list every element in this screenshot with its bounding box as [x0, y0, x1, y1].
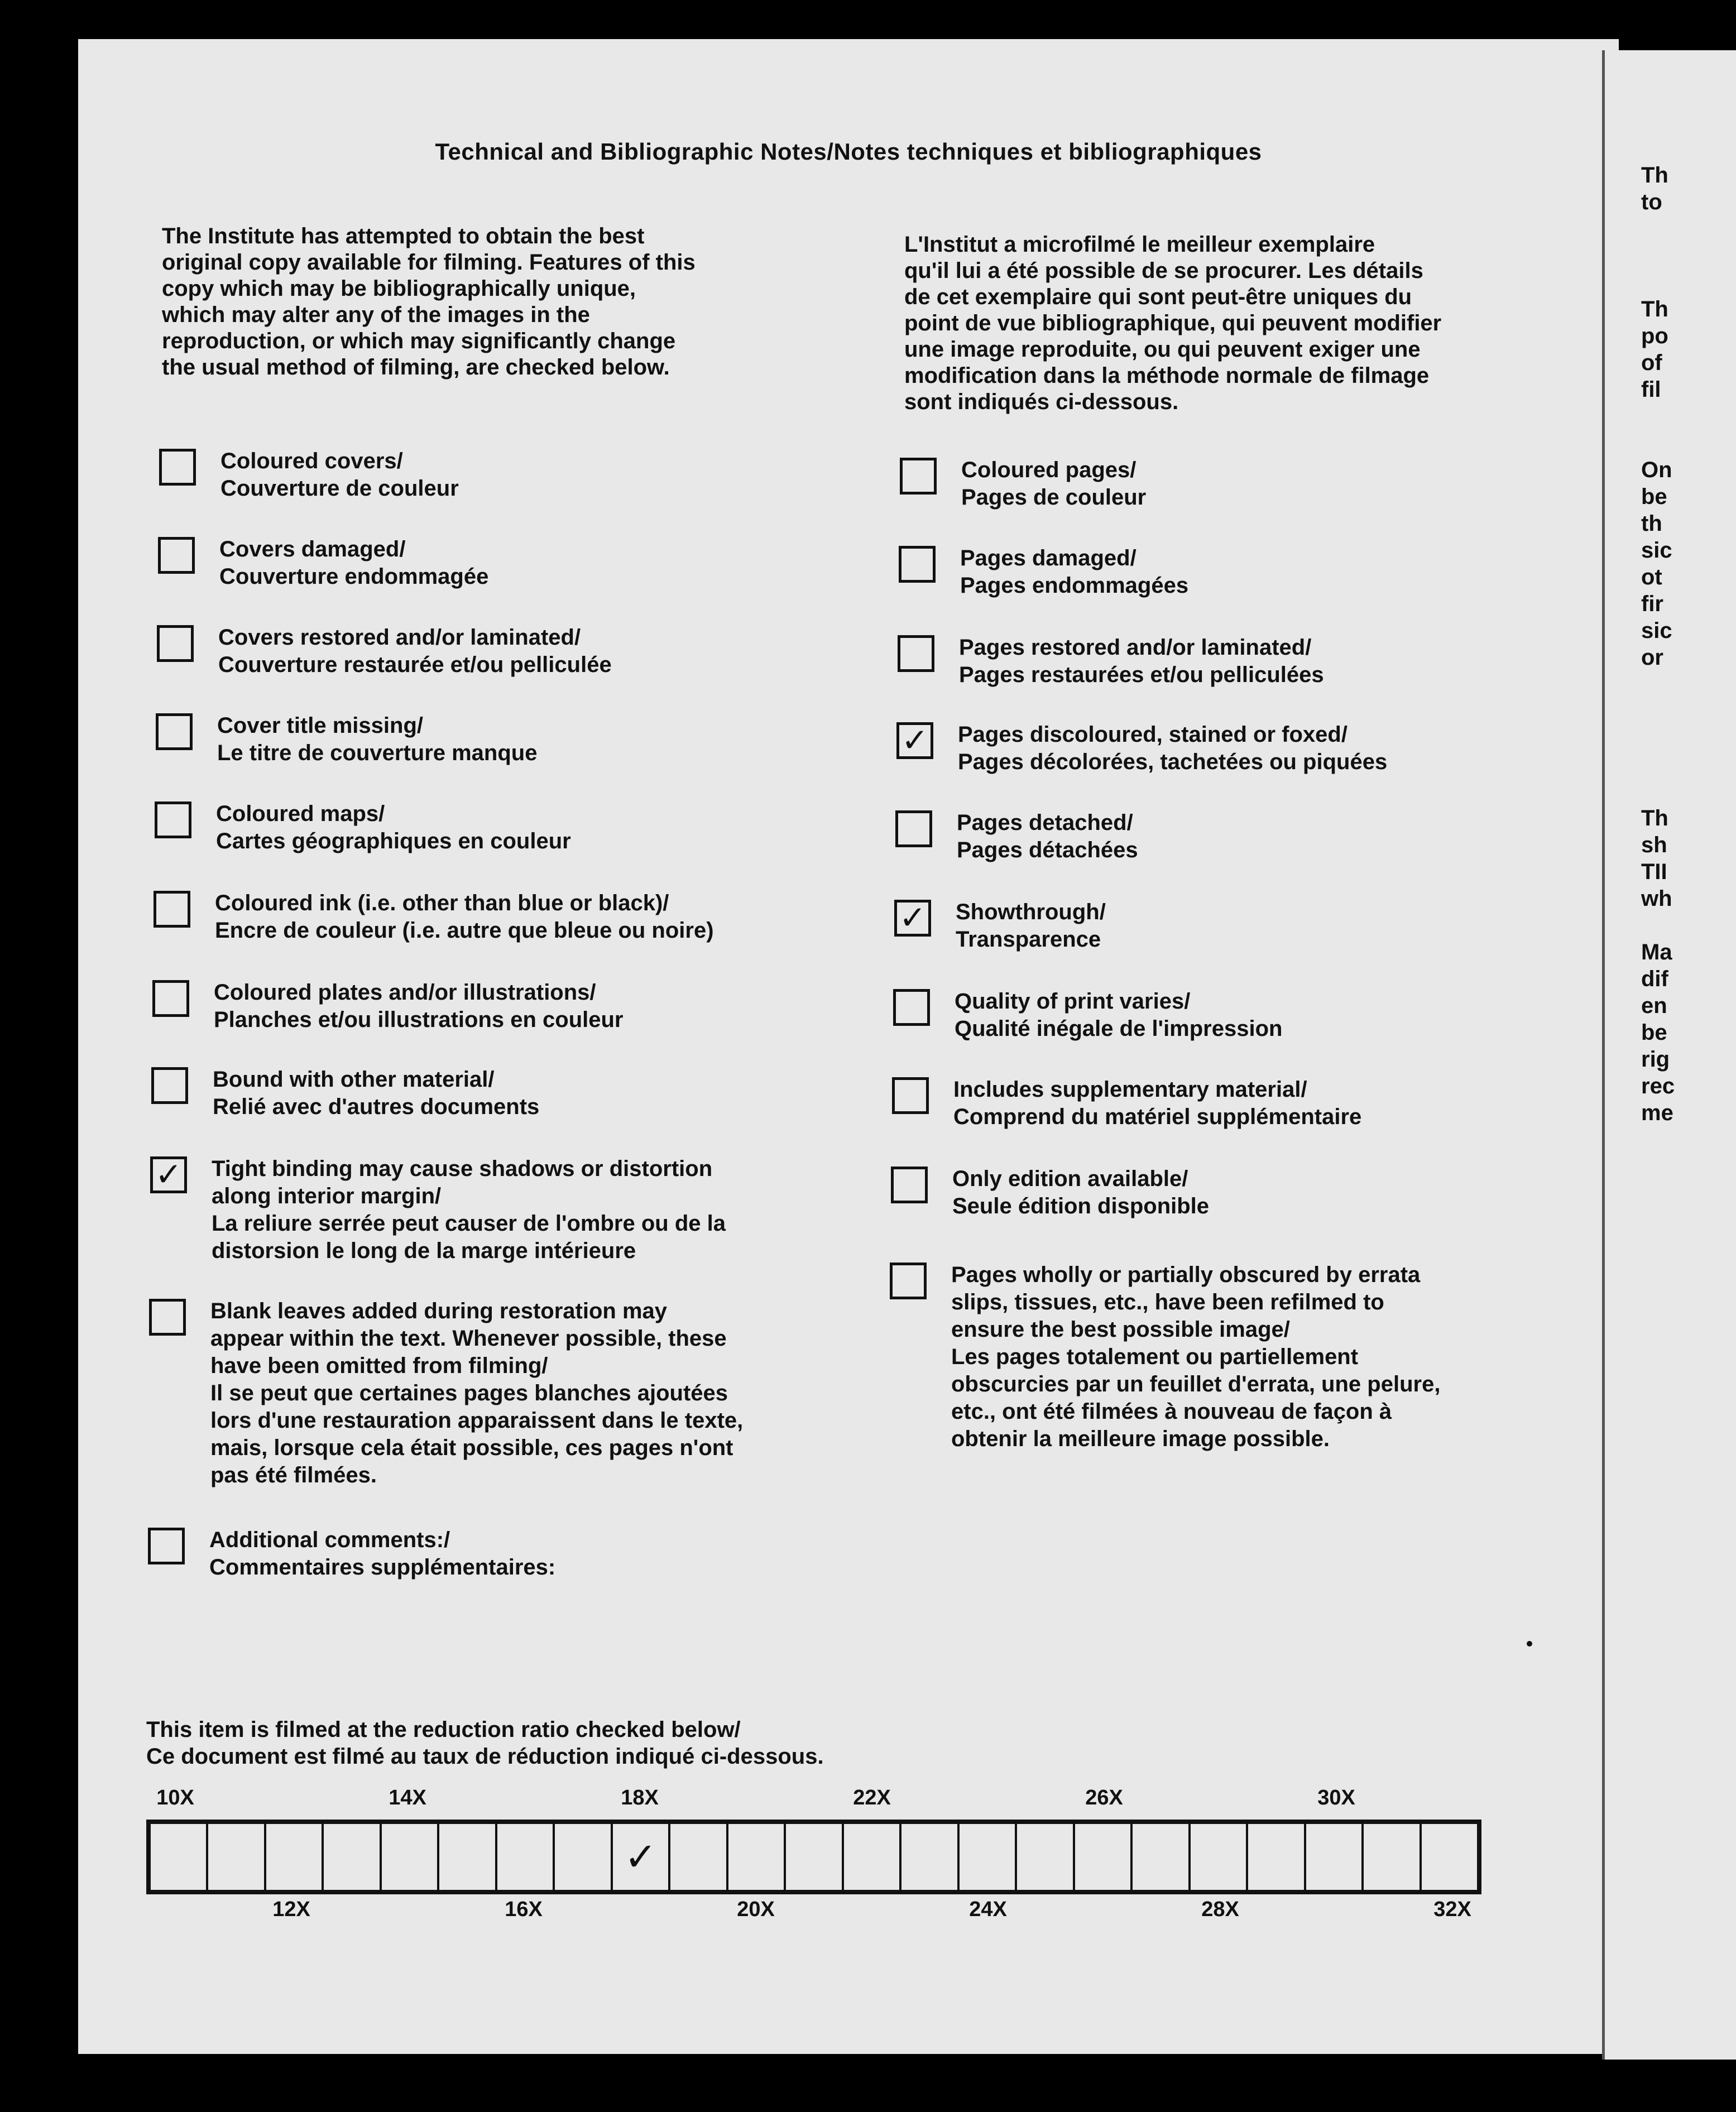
- next-page-fragment: [1602, 751, 1672, 778]
- checklist-label-line: Bound with other material/: [213, 1067, 495, 1092]
- next-page-fragment: to: [1641, 190, 1662, 214]
- checklist-label-line: Pages detached/: [957, 810, 1133, 835]
- intro-line: sont indiqués ci-dessous.: [904, 390, 1179, 414]
- ratio-cell[interactable]: [1364, 1824, 1421, 1890]
- checkbox[interactable]: [148, 1528, 185, 1564]
- ratio-cell[interactable]: [960, 1824, 1017, 1890]
- checkbox[interactable]: [900, 458, 937, 495]
- ratio-cell[interactable]: [151, 1824, 208, 1890]
- next-page-fragment: sh: [1641, 833, 1667, 857]
- checklist-item-label: [957, 809, 1138, 864]
- ratio-label: 18X: [621, 1786, 659, 1809]
- next-page-fragment: [1602, 430, 1672, 457]
- ratio-cell[interactable]: [1422, 1824, 1477, 1890]
- next-page-text-fragments: [1602, 162, 1675, 1126]
- checkbox[interactable]: [891, 1167, 928, 1203]
- next-page-fragment: Ma: [1641, 940, 1672, 964]
- ratio-cell[interactable]: [613, 1824, 670, 1890]
- checklist-item-label: [213, 1066, 539, 1121]
- checklist-item-label: [209, 1527, 555, 1581]
- checkbox[interactable]: [151, 1067, 188, 1104]
- checklist-label-line: Coloured plates and/or illustrations/: [214, 980, 596, 1005]
- reduction-ratio-note: [146, 1716, 824, 1770]
- ratio-label: 20X: [737, 1898, 775, 1921]
- checklist-label-line: Les pages totalement ou partiellement: [951, 1345, 1359, 1369]
- checklist-label-line: Pages wholly or partially obscured by errata: [951, 1263, 1421, 1287]
- intro-line: L'Institut a microfilmé le meilleur exemplaire: [904, 232, 1375, 257]
- next-page-fragment: TII: [1641, 860, 1667, 884]
- ratio-label: 28X: [1201, 1898, 1239, 1921]
- intro-line: qu'il lui a été possible de se procurer. Les détails: [904, 258, 1423, 283]
- ratio-label: 22X: [853, 1786, 891, 1809]
- next-page-fragment: [1602, 215, 1672, 242]
- ratio-cell[interactable]: [1306, 1824, 1364, 1890]
- checklist-label-line: Blank leaves added during restoration may: [210, 1299, 668, 1323]
- ratio-cell[interactable]: [1248, 1824, 1306, 1890]
- checklist-label-line: Pages détachées: [957, 838, 1138, 862]
- intro-line: which may alter any of the images in the: [162, 303, 590, 327]
- ratio-label: 24X: [969, 1898, 1007, 1921]
- next-page-fragment: rig: [1641, 1047, 1670, 1072]
- next-page-fragment: [1602, 242, 1672, 269]
- next-page-fragment: fil: [1641, 377, 1661, 402]
- checklist-label-line: Coloured maps/: [216, 801, 385, 826]
- reduction-labels-top: [78, 1786, 1619, 1814]
- ratio-cell[interactable]: [1191, 1824, 1248, 1890]
- ratio-cell[interactable]: [324, 1824, 381, 1890]
- checklist-label-line: Pages décolorées, tachetées ou piquées: [958, 750, 1388, 774]
- reduction-note-line: Ce document est filmé au taux de réduction indiqué ci-dessous.: [146, 1744, 824, 1769]
- checklist-label-line: Seule édition disponible: [952, 1194, 1210, 1218]
- checklist-item-label: [220, 448, 459, 502]
- page-title: Technical and Bibliographic Notes/Notes techniques et bibliographiques: [435, 138, 1262, 165]
- checklist-item-label: [217, 712, 537, 767]
- checkbox[interactable]: [895, 810, 932, 847]
- checklist-label-line: Couverture endommagée: [219, 564, 489, 589]
- checklist-item-label: [953, 1076, 1361, 1131]
- checklist-label-line: have been omitted from filming/: [210, 1353, 548, 1378]
- checkbox[interactable]: [155, 801, 191, 838]
- checkbox[interactable]: [893, 989, 930, 1026]
- checkbox[interactable]: [149, 1299, 186, 1336]
- next-page-fragment: [1602, 269, 1672, 296]
- checklist-label-line: Transparence: [956, 927, 1101, 952]
- checkbox-checked[interactable]: [894, 900, 931, 937]
- ratio-label: 26X: [1085, 1786, 1123, 1809]
- checkbox-checked[interactable]: [896, 722, 933, 759]
- checkbox[interactable]: [154, 891, 190, 928]
- checklist-label-line: mais, lorsque cela était possible, ces pages n'ont: [210, 1436, 733, 1460]
- checklist-item-label: [214, 979, 624, 1034]
- next-page-fragment: me: [1641, 1101, 1673, 1125]
- intro-line: modification dans la méthode normale de filmage: [904, 363, 1430, 388]
- checklist-label-line: slips, tissues, etc., have been refilmed to: [951, 1290, 1384, 1314]
- ratio-cell[interactable]: [497, 1824, 555, 1890]
- checkmark-icon: ✓: [155, 1156, 183, 1193]
- ratio-cell[interactable]: [728, 1824, 786, 1890]
- checklist-label-line: Encre de couleur (i.e. autre que bleue ou noire): [215, 918, 714, 943]
- checklist-label-line: obscurcies par un feuillet d'errata, une pelure,: [951, 1372, 1441, 1396]
- checklist-label-line: distorsion le long de la marge intérieure: [212, 1239, 636, 1263]
- checklist-item-label: [216, 800, 571, 855]
- speck: [1527, 1641, 1532, 1647]
- checklist-label-line: Coloured covers/: [220, 449, 403, 473]
- checklist-item-label: [958, 721, 1387, 776]
- checklist-item-label: [960, 545, 1188, 599]
- intro-line: The Institute has attempted to obtain the best: [162, 224, 645, 248]
- next-page-fragment: Th: [1641, 163, 1668, 188]
- ratio-label: 30X: [1317, 1786, 1355, 1809]
- checklist-item-label: [210, 1298, 743, 1489]
- ratio-cell[interactable]: [208, 1824, 266, 1890]
- checkmark-icon: ✓: [901, 722, 929, 759]
- ratio-cell[interactable]: [1075, 1824, 1133, 1890]
- next-page-fragment: or: [1641, 645, 1663, 670]
- checklist-label-line: Relié avec d'autres documents: [213, 1095, 540, 1119]
- checklist-item-label: [212, 1155, 726, 1265]
- ratio-cell[interactable]: [266, 1824, 324, 1890]
- intro-line: point de vue bibliographique, qui peuvent modifier: [904, 311, 1442, 335]
- checklist-label-line: obtenir la meilleure image possible.: [951, 1427, 1330, 1451]
- next-page-fragment: [1602, 778, 1672, 805]
- ratio-cell[interactable]: [901, 1824, 959, 1890]
- checklist-label-line: Pages damaged/: [960, 546, 1136, 570]
- checklist-item-label: [961, 457, 1146, 511]
- next-page-fragment: [1602, 698, 1672, 724]
- checklist-item-label: [215, 890, 714, 944]
- next-page-fragment: sic: [1641, 618, 1672, 643]
- checklist-label-line: Couverture de couleur: [220, 476, 459, 501]
- ratio-label: 12X: [272, 1898, 310, 1921]
- checklist-label-line: Includes supplementary material/: [953, 1077, 1307, 1102]
- checklist-item-label: [959, 634, 1324, 689]
- checkmark-icon: ✓: [624, 1835, 657, 1879]
- ratio-cell[interactable]: [439, 1824, 497, 1890]
- next-page-fragment: sic: [1641, 538, 1672, 563]
- next-page-fragment: en: [1641, 993, 1667, 1018]
- next-page-fragment: dif: [1641, 967, 1668, 991]
- checklist-label-line: Couverture restaurée et/ou pelliculée: [218, 652, 612, 677]
- checklist-label-line: Pages restaurées et/ou pelliculées: [959, 663, 1324, 687]
- checklist-label-line: Pages endommagées: [960, 573, 1189, 598]
- checklist-label-line: Le titre de couverture manque: [217, 741, 538, 765]
- checklist-item-label: [218, 624, 612, 679]
- next-page-fragment: Th: [1641, 806, 1668, 831]
- checklist-label-line: Additional comments:/: [209, 1528, 450, 1552]
- checklist-label-line: Showthrough/: [956, 900, 1106, 924]
- intro-french: [904, 232, 1441, 415]
- checklist-label-line: Il se peut que certaines pages blanches ajoutées: [210, 1381, 728, 1405]
- checklist-item-label: [956, 899, 1106, 953]
- checkbox[interactable]: [890, 1263, 927, 1299]
- checklist-label-line: appear within the text. Whenever possible, these: [210, 1326, 727, 1351]
- ratio-cell[interactable]: [1133, 1824, 1190, 1890]
- ratio-cell[interactable]: [1017, 1824, 1075, 1890]
- checklist-label-line: Cover title missing/: [217, 713, 423, 738]
- checkbox[interactable]: [156, 713, 193, 750]
- checklist-item-label: [219, 536, 488, 591]
- checklist-label-line: Pages discoloured, stained or foxed/: [958, 722, 1347, 747]
- checkbox[interactable]: [157, 625, 194, 662]
- checklist-label-line: La reliure serrée peut causer de l'ombre ou de la: [212, 1211, 726, 1236]
- next-page-fragment: be: [1641, 1020, 1667, 1045]
- next-page-fragment: On: [1641, 458, 1672, 482]
- document-page: [78, 39, 1619, 2054]
- next-page-edge: [1602, 50, 1736, 2060]
- checklist-label-line: Planches et/ou illustrations en couleur: [214, 1007, 624, 1032]
- checklist-label-line: Coloured pages/: [961, 458, 1136, 482]
- reduction-note-line: This item is filmed at the reduction ratio checked below/: [146, 1717, 741, 1742]
- next-page-fragment: po: [1641, 324, 1668, 348]
- checklist-label-line: ensure the best possible image/: [951, 1317, 1290, 1342]
- intro-english: [162, 223, 696, 381]
- reduction-ratio-strip: [146, 1820, 1481, 1894]
- ratio-cell[interactable]: [844, 1824, 901, 1890]
- next-page-fragment: fir: [1641, 592, 1663, 616]
- next-page-fragment: ot: [1641, 565, 1662, 589]
- checklist-label-line: Quality of print varies/: [955, 989, 1191, 1014]
- next-page-fragment: [1602, 724, 1672, 751]
- checklist-item-label: [955, 988, 1282, 1043]
- next-page-fragment: wh: [1641, 886, 1672, 911]
- checkmark-icon: ✓: [899, 900, 927, 936]
- next-page-fragment: be: [1641, 484, 1667, 509]
- next-page-fragment: th: [1641, 511, 1662, 536]
- intro-line: une image reproduite, ou qui peuvent exiger une: [904, 337, 1421, 362]
- checklist-label-line: etc., ont été filmées à nouveau de façon à: [951, 1399, 1392, 1424]
- next-page-fragment: rec: [1641, 1074, 1675, 1098]
- intro-line: the usual method of filming, are checked below.: [162, 355, 670, 380]
- checklist-label-line: Qualité inégale de l'impression: [955, 1016, 1283, 1041]
- reduction-labels-bottom: [78, 1898, 1619, 1926]
- ratio-cell[interactable]: [555, 1824, 612, 1890]
- checkbox[interactable]: [899, 546, 936, 583]
- checkbox[interactable]: [159, 449, 196, 486]
- ratio-label: 16X: [505, 1898, 543, 1921]
- checklist-label-line: lors d'une restauration apparaissent dans le texte,: [210, 1408, 744, 1433]
- checklist-item-label: [952, 1165, 1209, 1220]
- intro-line: original copy available for filming. Features of this: [162, 250, 696, 275]
- checklist-label-line: Pages de couleur: [961, 485, 1147, 510]
- next-page-fragment: [1602, 671, 1672, 698]
- checklist-label-line: along interior margin/: [212, 1184, 442, 1208]
- checklist-label-line: Coloured ink (i.e. other than blue or black)/: [215, 891, 669, 915]
- intro-line: de cet exemplaire qui sont peut-être uniques du: [904, 285, 1412, 309]
- checklist-label-line: Covers damaged/: [219, 537, 406, 561]
- next-page-fragment: of: [1641, 351, 1662, 375]
- checklist-label-line: Covers restored and/or laminated/: [218, 625, 581, 650]
- next-page-fragment: [1602, 403, 1672, 430]
- intro-line: copy which may be bibliographically unique,: [162, 276, 636, 301]
- checkbox[interactable]: [152, 980, 189, 1017]
- checkbox[interactable]: [158, 537, 195, 574]
- ratio-cell[interactable]: [670, 1824, 728, 1890]
- checklist-label-line: pas été filmées.: [210, 1463, 377, 1487]
- checklist-label-line: Cartes géographiques en couleur: [216, 829, 571, 853]
- intro-line: reproduction, or which may significantly change: [162, 329, 676, 353]
- checkbox[interactable]: [898, 635, 934, 672]
- checklist-label-line: Tight binding may cause shadows or distortion: [212, 1156, 713, 1181]
- ratio-cell[interactable]: [382, 1824, 439, 1890]
- checklist-label-line: Commentaires supplémentaires:: [209, 1555, 556, 1580]
- next-page-fragment: Th: [1641, 297, 1668, 321]
- ratio-label: 32X: [1433, 1898, 1471, 1921]
- checklist-label-line: Only edition available/: [952, 1167, 1188, 1191]
- checklist-label-line: Comprend du matériel supplémentaire: [953, 1105, 1362, 1129]
- checklist-item-label: [951, 1261, 1440, 1453]
- checkbox-checked[interactable]: [150, 1156, 187, 1193]
- ratio-cell[interactable]: [786, 1824, 843, 1890]
- checkbox[interactable]: [892, 1077, 929, 1114]
- checklist-label-line: Pages restored and/or laminated/: [959, 635, 1312, 660]
- ratio-label: 14X: [389, 1786, 426, 1809]
- ratio-label: 10X: [156, 1786, 194, 1809]
- next-page-fragment: [1602, 912, 1672, 939]
